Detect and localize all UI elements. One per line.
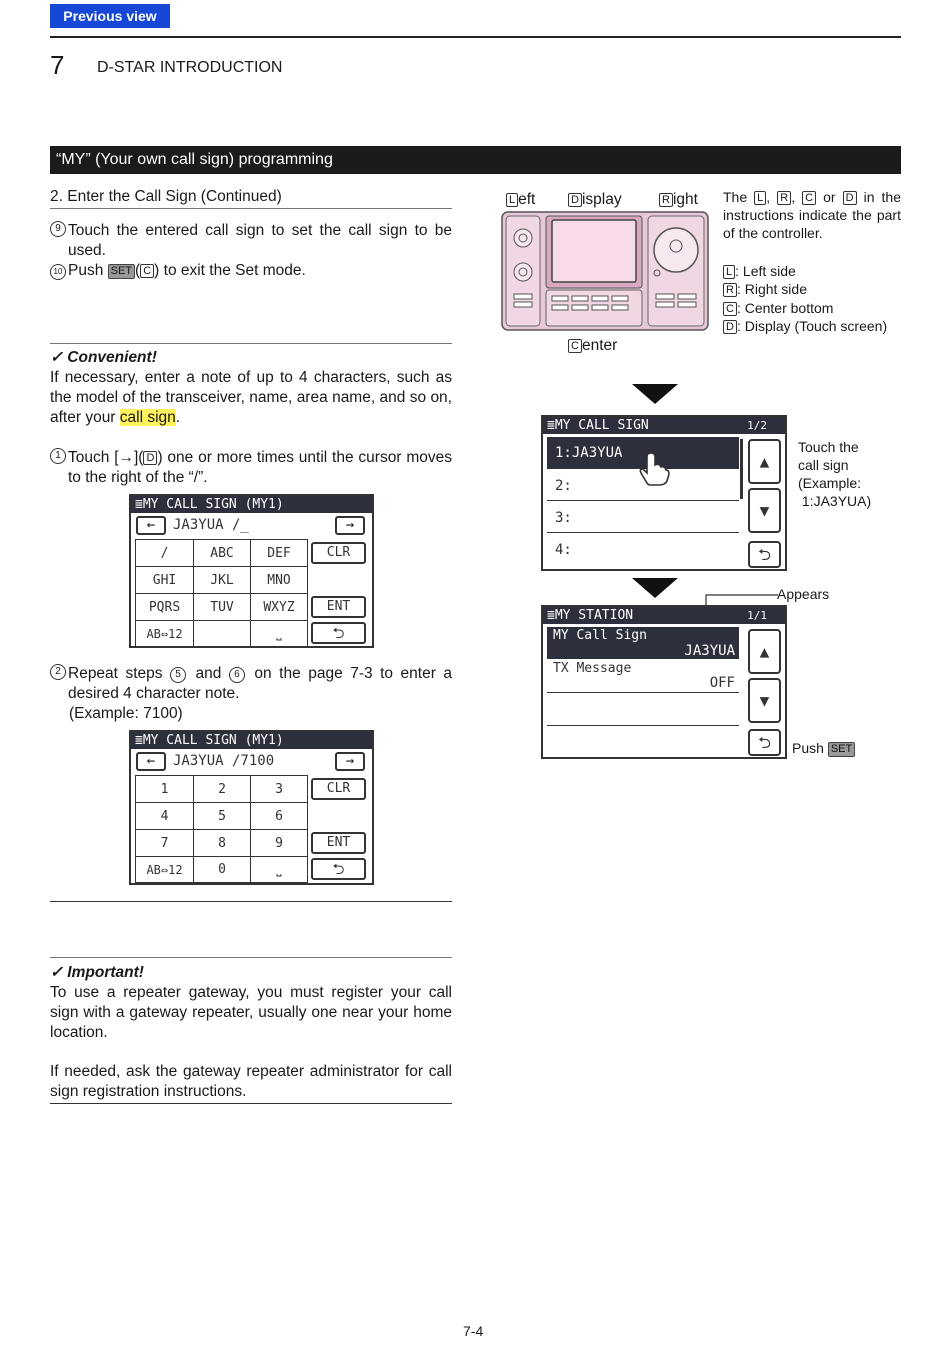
step-1-text xyxy=(68,448,452,488)
step-10 xyxy=(50,261,452,281)
legend-item xyxy=(723,317,887,335)
screen2-page: 1/1 xyxy=(747,609,767,622)
kb1-key[interactable]: JKL xyxy=(194,567,251,594)
display-rest: isplay xyxy=(581,191,622,208)
kb2-key[interactable]: 5 xyxy=(194,803,251,830)
push-set-instruction xyxy=(792,740,855,757)
kb2-left-arrow-button[interactable]: ← xyxy=(136,752,166,771)
label-center xyxy=(568,336,617,356)
legend-or: or xyxy=(816,189,843,205)
right-rest: ight xyxy=(672,191,698,208)
divider xyxy=(50,208,452,209)
center-key-label: C xyxy=(140,264,154,278)
callout-line: (Example: xyxy=(798,475,862,491)
step-1 xyxy=(50,448,452,488)
kb2-row-2 xyxy=(136,803,308,830)
legend-key: L xyxy=(723,265,735,279)
callout-line: 1:JA3YUA) xyxy=(798,493,872,509)
tx-message-label: TX Message xyxy=(553,661,632,676)
kb2-key[interactable]: 7 xyxy=(136,830,194,857)
my-call-sign-value: JA3YUA xyxy=(684,643,735,659)
display-key-label: D xyxy=(143,451,157,465)
empty-row xyxy=(547,693,739,726)
back-button[interactable]: ⮌ xyxy=(748,541,781,568)
kb2-key[interactable]: 2 xyxy=(194,776,251,803)
legend-c: C xyxy=(802,191,816,205)
kb2-key[interactable]: 3 xyxy=(251,776,308,803)
step-2-post: on the page 7-3 to enter a desired 4 character note. xyxy=(68,665,452,702)
section-title-bar: “MY” (Your own call sign) programming xyxy=(50,146,901,174)
kb2-right-arrow-button[interactable]: → xyxy=(335,752,365,771)
screen1-title-text: ≣MY CALL SIGN xyxy=(547,418,649,433)
push-label: Push xyxy=(792,740,828,756)
my-call-sign-screen xyxy=(541,415,787,571)
kb1-mode-key[interactable]: AB⇔12 xyxy=(136,621,194,647)
kb2-key[interactable]: 1 xyxy=(136,776,194,803)
legend-intro-pre: The xyxy=(723,189,755,205)
convenient-body: If necessary, enter a note of up to 4 characters, such as the model of the transceiver, name, area name, and so on, after your xyxy=(50,369,452,426)
divider xyxy=(50,343,452,344)
kb2-key[interactable]: 9 xyxy=(251,830,308,857)
kb2-key[interactable]: 8 xyxy=(194,830,251,857)
kb2-key[interactable]: 6 xyxy=(251,803,308,830)
my-call-sign-label: MY Call Sign xyxy=(553,628,647,643)
step-2-example: (Example: 7100) xyxy=(69,705,183,722)
center-key: C xyxy=(568,339,582,353)
kb2-row-3 xyxy=(136,830,308,857)
kb1-value: JA3YUA /_ xyxy=(173,517,249,533)
kb1-key[interactable]: PQRS xyxy=(136,594,194,621)
highlighted-call-sign: call sign xyxy=(119,409,176,426)
kb1-title: ≣MY CALL SIGN (MY1) xyxy=(131,496,372,513)
step-2-text xyxy=(68,664,452,704)
callout-line: Touch the xyxy=(798,439,859,455)
list-row[interactable]: 4: xyxy=(555,542,572,558)
step-10-text: ) to exit the Set mode. xyxy=(154,262,306,279)
screen2-title-text: ≣MY STATION xyxy=(547,608,634,623)
kb2-clr-button[interactable]: CLR xyxy=(311,778,366,800)
right-key: R xyxy=(659,193,673,207)
legend-text: : Left side xyxy=(735,263,796,279)
kb1-key[interactable]: GHI xyxy=(136,567,194,594)
label-right xyxy=(659,190,698,210)
legend-item xyxy=(723,280,887,298)
divider xyxy=(50,957,452,958)
kb1-row-4 xyxy=(136,621,308,647)
set-key: SET xyxy=(108,264,135,279)
step-1-post: ) one or more times until the cursor moves to the right of the “/”. xyxy=(68,449,452,486)
convenient-text xyxy=(50,368,452,428)
step-number-2: 2 xyxy=(50,664,66,680)
step-number-1: 1 xyxy=(50,448,66,464)
important-paragraph-2: If needed, ask the gateway repeater administrator for call sign registration instructions. xyxy=(50,1063,452,1100)
chapter-title: D-STAR INTRODUCTION xyxy=(97,59,283,76)
label-display xyxy=(568,190,622,210)
tx-message-row[interactable] xyxy=(547,660,739,693)
step-10-paren: ( xyxy=(135,262,141,279)
list-row-selected[interactable]: 1:JA3YUA xyxy=(547,437,739,469)
convenient-title: ✓ Convenient! xyxy=(50,349,157,366)
kb2-ent-button[interactable]: ENT xyxy=(311,832,366,854)
left-key: L xyxy=(506,193,518,207)
list-row[interactable]: 3: xyxy=(547,503,739,533)
up-button[interactable]: ▲ xyxy=(748,439,781,484)
down-button[interactable]: ▼ xyxy=(748,678,781,723)
kb1-keypad xyxy=(135,539,308,647)
divider xyxy=(50,1103,452,1104)
step-10-pre: Push xyxy=(68,262,108,279)
list-row[interactable]: 2: xyxy=(547,471,739,501)
step-2-and: and xyxy=(188,665,229,682)
previous-view-button[interactable]: Previous view xyxy=(50,4,170,28)
kb1-key[interactable]: TUV xyxy=(194,594,251,621)
keyboard-screen-2 xyxy=(129,730,374,885)
screen1-title xyxy=(543,417,785,434)
kb2-key[interactable]: 0 xyxy=(194,857,251,883)
legend-r: R xyxy=(777,191,791,205)
kb1-row-2 xyxy=(136,567,308,594)
page-number: 7-4 xyxy=(463,1323,484,1339)
kb2-row-1 xyxy=(136,776,308,803)
kb2-keypad xyxy=(135,775,308,883)
kb1-key[interactable] xyxy=(194,621,251,647)
step-ref-6: 6 xyxy=(229,667,245,683)
kb1-key[interactable]: MNO xyxy=(251,567,308,594)
legend-text: : Right side xyxy=(736,281,807,298)
kb1-left-arrow-button[interactable]: ← xyxy=(136,516,166,535)
callout-line: call sign xyxy=(798,457,849,473)
kb1-right-arrow-button[interactable]: → xyxy=(335,516,365,535)
legend-intro xyxy=(723,188,901,242)
important-title: ✓ Important! xyxy=(50,964,144,981)
step-heading: 2. Enter the Call Sign (Continued) xyxy=(50,188,282,205)
screen2-title xyxy=(543,607,785,624)
chapter-number: 7 xyxy=(50,50,65,80)
legend-comma: , xyxy=(766,189,778,205)
tx-message-value: OFF xyxy=(709,675,735,691)
kb1-back-button[interactable]: ⮌ xyxy=(311,622,366,644)
kb2-space-key[interactable]: ⎵ xyxy=(251,857,308,883)
down-button[interactable]: ▼ xyxy=(748,488,781,533)
legend-text: : Display (Touch screen) xyxy=(736,317,888,334)
header-rule xyxy=(50,36,901,38)
legend-key: D xyxy=(723,320,737,334)
keyboard-screen-1 xyxy=(129,494,374,648)
legend-intro-post: in the instructions indicate the part of the controller. xyxy=(723,189,902,241)
legend-item xyxy=(723,299,887,317)
legend-text: : Center bottom xyxy=(736,299,834,316)
kb1-clr-button[interactable]: CLR xyxy=(311,542,366,564)
kb1-row-1 xyxy=(136,540,308,567)
left-rest: eft xyxy=(518,191,536,208)
kb1-key[interactable]: ABC xyxy=(194,540,251,567)
appears-label: Appears xyxy=(777,586,830,602)
kb2-value: JA3YUA /7100 xyxy=(173,753,275,769)
legend-comma: , xyxy=(791,189,803,205)
controller-illustration xyxy=(500,210,710,334)
kb2-key[interactable]: 4 xyxy=(136,803,194,830)
kb2-title: ≣MY CALL SIGN (MY1) xyxy=(131,732,372,749)
up-button[interactable]: ▲ xyxy=(748,629,781,674)
kb1-key[interactable]: WXYZ xyxy=(251,594,308,621)
important-paragraph-1: To use a repeater gateway, you must register your call sign with a gateway repeater, usually one near your home location. xyxy=(50,984,452,1041)
legend-key: C xyxy=(723,302,737,316)
kb1-row-3 xyxy=(136,594,308,621)
back-button[interactable]: ⮌ xyxy=(748,729,781,756)
kb1-ent-button[interactable]: ENT xyxy=(311,596,366,618)
kb2-back-button[interactable]: ⮌ xyxy=(311,858,366,880)
convenient-end: . xyxy=(175,409,181,426)
label-left xyxy=(506,190,535,210)
touch-callout xyxy=(798,438,871,510)
step-9 xyxy=(50,221,452,261)
screen1-page: 1/2 xyxy=(747,419,767,432)
kb2-row-4 xyxy=(136,857,308,883)
step-2 xyxy=(50,664,452,704)
step-9-text: Touch the entered call sign to set the call sign to be used. xyxy=(68,222,452,259)
set-key: SET xyxy=(828,742,855,757)
down-arrow-icon xyxy=(632,578,678,598)
display-key: D xyxy=(568,193,582,207)
legend-l: L xyxy=(754,191,766,205)
touch-hand-icon xyxy=(633,447,673,487)
scrollbar[interactable] xyxy=(740,439,743,499)
step-number-9: 9 xyxy=(50,221,66,237)
step-2-pre: Repeat steps xyxy=(68,665,171,682)
legend-d: D xyxy=(843,191,857,205)
step-ref-5: 5 xyxy=(170,667,186,683)
step-1-pre: Touch [→]( xyxy=(68,449,144,466)
legend-item xyxy=(723,262,887,280)
divider xyxy=(50,901,452,902)
step-number-10: 10 xyxy=(50,264,66,280)
kb1-key[interactable]: / xyxy=(136,540,194,567)
my-call-sign-row[interactable] xyxy=(547,627,739,659)
kb2-mode-key[interactable]: AB⇔12 xyxy=(136,857,194,883)
center-rest: enter xyxy=(581,337,618,354)
legend-list xyxy=(723,262,887,335)
legend-key: R xyxy=(723,283,737,297)
down-arrow-icon xyxy=(632,384,678,404)
kb1-space-key[interactable]: ⎵ xyxy=(251,621,308,647)
my-station-screen xyxy=(541,605,787,759)
kb1-key[interactable]: DEF xyxy=(251,540,308,567)
